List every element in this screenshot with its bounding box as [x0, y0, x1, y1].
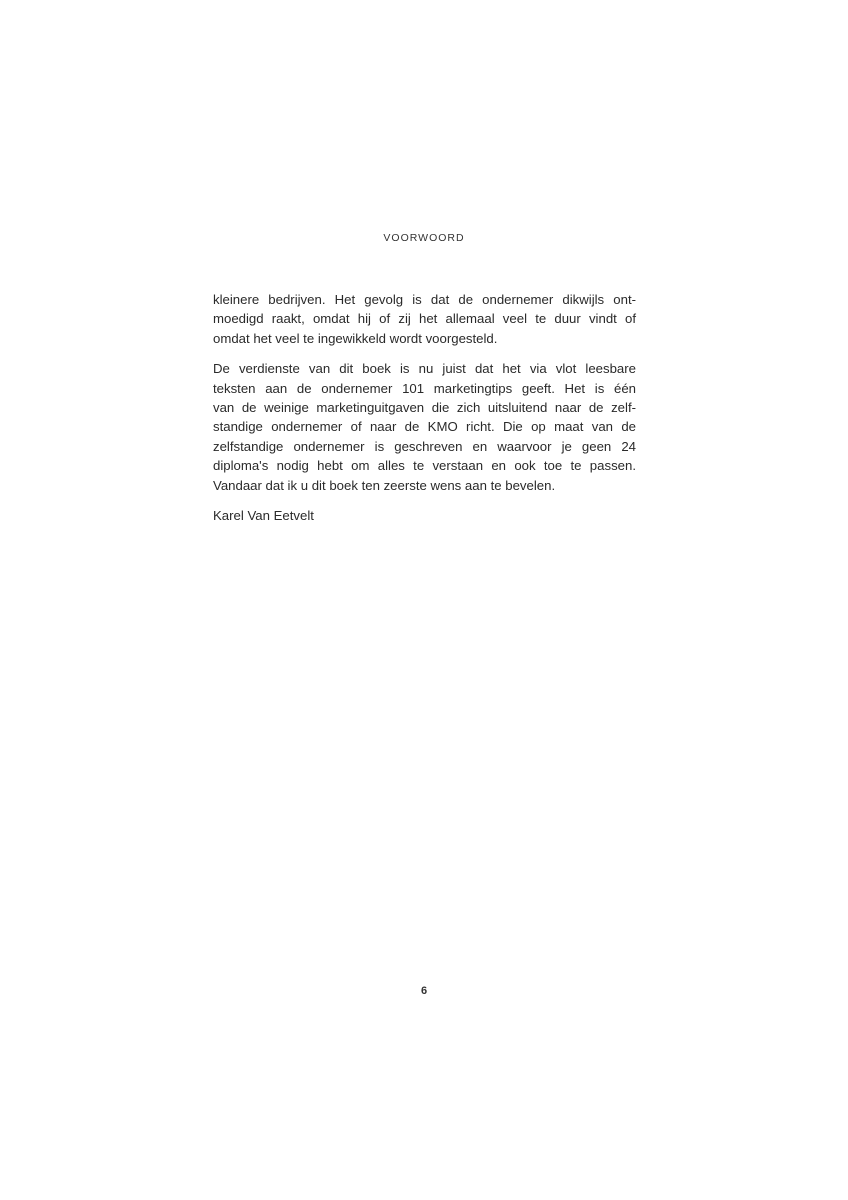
text-line: van de weinige marketinguitgaven die zich uitsluitend naar de zelf-	[213, 399, 636, 415]
text-line: kleinere bedrijven. Het gevolg is dat de ondernemer dikwijls ont-	[213, 292, 636, 307]
text-line: zelfstandige ondernemer is geschreven en waarvoor je geen 24	[213, 438, 636, 454]
page-number: 6	[420, 985, 428, 997]
text-line: teksten aan de ondernemer 101 marketingtips geeft. Het is één	[213, 380, 636, 396]
text-line: standige ondernemer of naar de KMO richt. Die op maat van de	[213, 419, 636, 435]
running-title: VOORWOORD	[383, 232, 465, 244]
text-line: Vandaar dat ik u dit boek ten zeerste wens aan te bevelen.	[213, 477, 556, 493]
text-line: diploma's nodig hebt om alles te verstaan en ook toe te passen.	[213, 458, 636, 474]
author-signature: Karel Van Eetvelt	[213, 507, 314, 523]
text-line: moedigd raakt, omdat hij of zij het allemaal veel te duur vindt of	[213, 311, 636, 327]
body-text	[213, 290, 636, 525]
paragraph	[213, 359, 636, 495]
text-line: De verdienste van dit boek is nu juist dat het via vlot leesbare	[213, 361, 636, 377]
text-line: omdat het veel te ingewikkeld wordt voorgesteld.	[213, 330, 498, 346]
paragraph	[213, 290, 636, 348]
